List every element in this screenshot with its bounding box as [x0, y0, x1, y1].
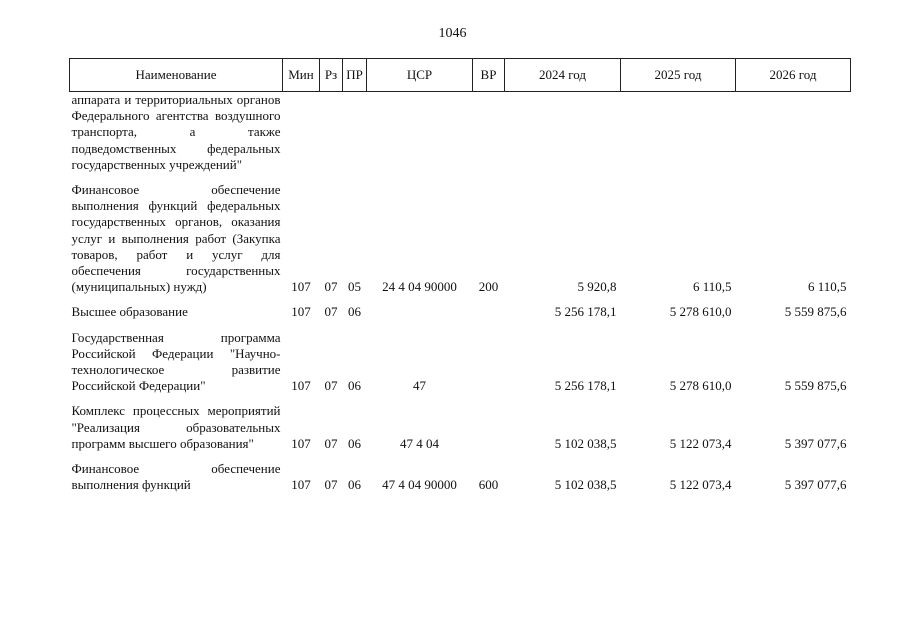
- row-min: [283, 92, 320, 175]
- row-2026: 5 559 875,6: [784, 378, 847, 394]
- row-2025: 5 278 610,0: [669, 304, 732, 320]
- header-2024: 2024 год: [505, 59, 621, 92]
- row-name: Государственная программа Российской Федерации "Научно-технологическое развитие Российской Федерации": [71, 329, 281, 394]
- row-name: Финансовое обеспечение выполнения функций федеральных государственных органов, оказания услуг и выполнения работ (Закупка товаров, работ и услуг для обеспечения государственных (муниципальных) нужд): [71, 182, 281, 295]
- header-2025: 2025 год: [621, 59, 736, 92]
- row-2025: 6 110,5: [692, 279, 732, 295]
- row-2026: 5 397 077,6: [784, 477, 847, 493]
- row-2024: 5 920,8: [577, 279, 617, 295]
- row-rz: 07: [324, 435, 338, 451]
- header-2026: 2026 год: [736, 59, 851, 92]
- row-2026: 5 559 875,6: [784, 304, 847, 320]
- row-2024: 5 256 178,1: [554, 378, 617, 394]
- header-pr: ПР: [343, 59, 367, 92]
- table-row: [70, 395, 851, 453]
- row-csr: [367, 92, 473, 175]
- budget-table: [69, 58, 851, 494]
- row-csr: 47: [413, 378, 426, 394]
- header-vr: ВР: [473, 59, 505, 92]
- row-vr: [473, 296, 505, 321]
- row-2024: 5 102 038,5: [554, 477, 617, 493]
- row-pr: 06: [348, 435, 361, 451]
- row-rz: [320, 92, 343, 175]
- header-rz: Рз: [320, 59, 343, 92]
- row-min: 107: [291, 279, 311, 295]
- header-csr: ЦСР: [367, 59, 473, 92]
- row-name: Финансовое обеспечение выполнения функций: [71, 461, 281, 493]
- row-2026: 6 110,5: [807, 279, 847, 295]
- row-csr: 47 4 04: [400, 435, 439, 451]
- header-name: Наименование: [70, 59, 283, 92]
- header-min: Мин: [283, 59, 320, 92]
- page-number: 1046: [438, 26, 467, 41]
- row-pr: 05: [348, 279, 361, 295]
- row-2025: [621, 92, 736, 175]
- table-header-row: [70, 59, 851, 92]
- table-row: [70, 296, 851, 321]
- row-vr: [473, 92, 505, 175]
- row-min: 107: [291, 435, 311, 451]
- row-2025: 5 122 073,4: [669, 435, 732, 451]
- row-csr: [367, 296, 473, 321]
- row-name: аппарата и территориальных органов Федерального агентства воздушного транспорта, а также подведомственных федеральных государственных учреждений": [71, 92, 281, 172]
- row-name: Высшее образование: [71, 304, 188, 320]
- table-row: [70, 174, 851, 296]
- row-2025: 5 122 073,4: [669, 477, 732, 493]
- row-2024: 5 256 178,1: [554, 304, 617, 320]
- row-vr: 200: [478, 279, 499, 295]
- row-rz: 07: [324, 378, 338, 394]
- row-min: 107: [291, 477, 311, 493]
- row-pr: 06: [348, 304, 361, 320]
- row-csr: 24 4 04 90000: [382, 279, 457, 295]
- row-vr: [473, 322, 505, 396]
- row-rz: 07: [324, 279, 338, 295]
- row-2026: [736, 92, 851, 175]
- row-2024: 5 102 038,5: [554, 435, 617, 451]
- table-row: [70, 322, 851, 396]
- row-pr: 06: [348, 378, 361, 394]
- row-min: 107: [291, 378, 311, 394]
- row-2024: [505, 92, 621, 175]
- row-rz: 07: [324, 304, 338, 320]
- row-csr: 47 4 04 90000: [382, 477, 457, 493]
- row-rz: 07: [324, 477, 338, 493]
- table-row: [70, 453, 851, 494]
- row-name: Комплекс процессных мероприятий "Реализация образовательных программ высшего образования": [71, 403, 281, 451]
- row-pr: [343, 92, 367, 175]
- row-vr: 600: [478, 477, 499, 493]
- row-vr: [473, 395, 505, 453]
- row-2025: 5 278 610,0: [669, 378, 732, 394]
- row-min: 107: [291, 304, 311, 320]
- row-pr: 06: [348, 477, 361, 493]
- table-row: [70, 92, 851, 175]
- row-2026: 5 397 077,6: [784, 435, 847, 451]
